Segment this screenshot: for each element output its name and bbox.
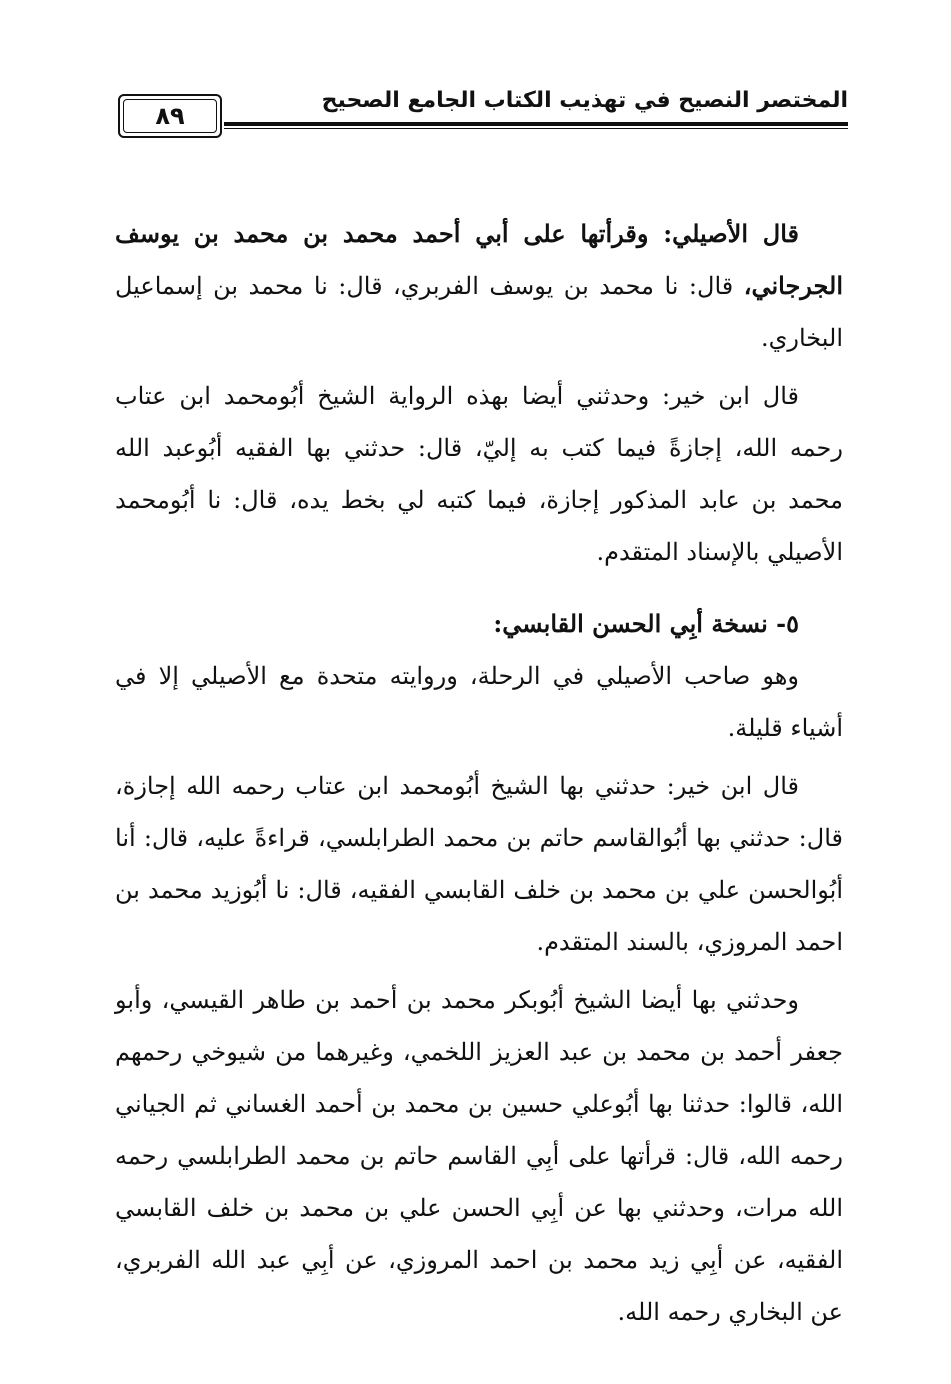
running-title: المختصر النصيح في تهذيب الكتاب الجامع الصحيح bbox=[321, 88, 848, 113]
paragraph-5: وحدثني بها أيضا الشيخ أبُوبكر محمد بن أحمد بن طاهر القيسي، وأبو جعفر أحمد بن محمد بن عبد العزيز اللخمي، وغيرهما من شيوخي رحمهم الله، قالوا: حدثنا بها أبُوعلي حسين بن محمد بن أحمد الغساني ثم الجياني رحمه الله، قال: قرأتها على أبِي القاسم حاتم بن محمد الطرابلسي رحمه الله مرات، وحدثني بها عن أبِي الحسن علي بن محمد بن خلف القابسي الفقيه، عن أبِي زيد محمد بن احمد المروزي، عن أبِي عبد الله الفربري، عن البخاري رحمه الله. bbox=[115, 986, 843, 1326]
page-number: ٨٩ bbox=[118, 94, 222, 138]
paragraph-3: وهو صاحب الأصيلي في الرحلة، وروايته متحدة مع الأصيلي إلا في أشياء قليلة. bbox=[115, 662, 843, 742]
paragraph-4: قال ابن خير: حدثني بها الشيخ أبُومحمد ابن عتاب رحمه الله إجازة، قال: حدثني بها أبُوالقاسم حاتم بن محمد الطرابلسي، قراءةً عليه، قال: أنا أبُوالحسن علي بن محمد بن خلف القابسي الفقيه، قال: نا أبُوزيد محمد بن احمد المروزي، بالسند المتقدم. bbox=[115, 772, 843, 956]
header-rule bbox=[224, 122, 848, 126]
paragraph-1-lead: قال الأصيلي: وقرأتها على أبي أحمد محمد بن محمد بن يوسف الجرجاني، bbox=[115, 219, 843, 300]
header-rule-thin bbox=[224, 128, 848, 129]
paragraph-2: قال ابن خير: وحدثني أيضا بهذه الرواية الشيخ أبُومحمد ابن عتاب رحمه الله، إجازةً فيما كتب به إليّ، قال: حدثني بها الفقيه أبُوعبد الله محمد بن عابد المذكور إجازة، فيما كتبه لي بخط يده، قال: نا أبُومحمد الأصيلي بالإسناد المتقدم. bbox=[115, 382, 843, 566]
page-body bbox=[115, 208, 843, 1338]
page-header bbox=[118, 86, 848, 146]
section-heading: ٥- نسخة أبِي الحسن القابسي: bbox=[493, 609, 799, 638]
paragraph-1-rest: قال: نا محمد بن يوسف الفربري، قال: نا محمد بن إسماعيل البخاري. bbox=[115, 272, 843, 352]
paragraph-1 bbox=[115, 208, 843, 364]
